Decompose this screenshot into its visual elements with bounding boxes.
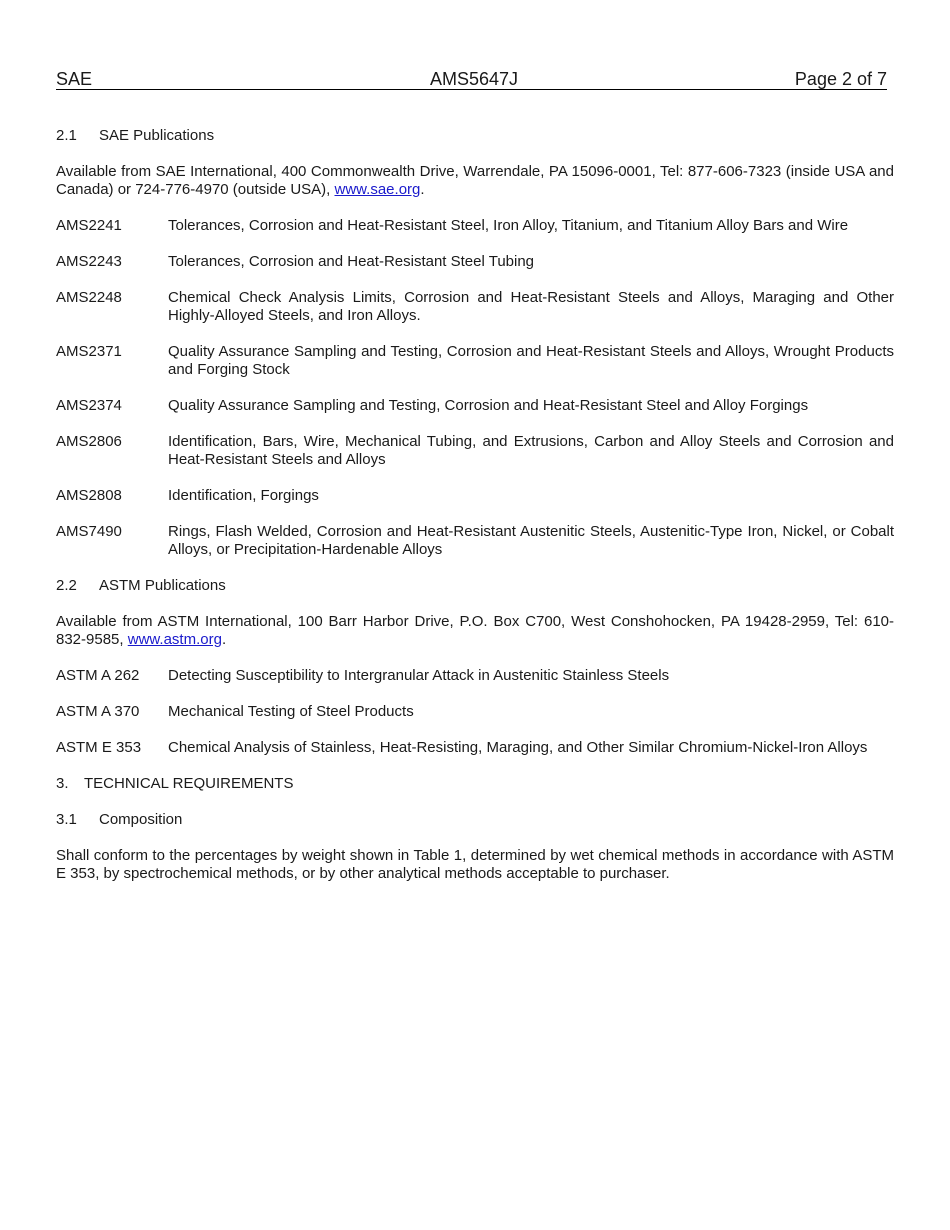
reference-code: AMS7490 xyxy=(56,523,122,540)
reference-title: Mechanical Testing of Steel Products xyxy=(168,703,414,720)
reference-title: Detecting Susceptibility to Intergranular Attack in Austenitic Stainless Steels xyxy=(168,667,670,684)
reference-code: ASTM A 262 xyxy=(56,667,140,684)
reference-code: AMS2241 xyxy=(56,217,122,234)
reference-code: AMS2248 xyxy=(56,289,122,306)
page-header xyxy=(56,69,887,90)
reference-code: AMS2371 xyxy=(56,343,122,360)
reference-item xyxy=(56,703,894,721)
reference-item xyxy=(56,523,894,559)
reference-item xyxy=(56,343,894,379)
section-heading-3-1 xyxy=(56,811,894,829)
reference-code: ASTM E 353 xyxy=(56,739,142,756)
astm-availability-paragraph xyxy=(56,613,894,649)
composition-paragraph: Shall conform to the percentages by weight shown in Table 1, determined by wet chemical methods in accordance with ASTM E 353, by spectrochemical methods, or by other analytical methods acceptable to purchaser. xyxy=(56,847,894,882)
paragraph-text: Available from SAE International, 400 Commonwealth Drive, Warrendale, PA 15096-0001, Tel: 877-606-7323 (inside USA and Canada) or 724-776-4970 (outside USA), xyxy=(56,163,894,198)
reference-code: ASTM A 370 xyxy=(56,703,140,720)
reference-title: Identification, Bars, Wire, Mechanical Tubing, and Extrusions, Carbon and Alloy Steels and Corrosion and Heat-Resistant Steels and Alloys xyxy=(168,433,894,468)
paragraph-text: Available from ASTM International, 100 Barr Harbor Drive, P.O. Box C700, West Conshohocken, PA 19428-2959, Tel: 610-832-9585, xyxy=(56,613,894,648)
reference-title: Tolerances, Corrosion and Heat-Resistant Steel, Iron Alloy, Titanium, and Titanium Alloy Bars and Wire xyxy=(168,217,849,234)
reference-item xyxy=(56,217,894,235)
reference-item xyxy=(56,253,894,271)
header-doc-number: AMS5647J xyxy=(430,69,519,89)
sae-availability-paragraph xyxy=(56,163,894,199)
reference-title: Identification, Forgings xyxy=(168,487,319,504)
section-number: 3.1 xyxy=(56,811,77,828)
reference-title: Rings, Flash Welded, Corrosion and Heat-Resistant Austenitic Steels, Austenitic-Type Iron, Nickel, or Cobalt Alloys, or Precipitation-Hardenable Alloys xyxy=(168,523,894,558)
section-heading-2-2 xyxy=(56,577,894,595)
paragraph-end: . xyxy=(221,631,227,648)
paragraph-end: . xyxy=(420,181,425,198)
reference-title: Chemical Check Analysis Limits, Corrosion and Heat-Resistant Steels and Alloys, Maraging and Other Highly-Alloyed Steels, and Iron Alloys. xyxy=(168,289,894,324)
section-title: ASTM Publications xyxy=(99,577,226,594)
section-title: SAE Publications xyxy=(99,127,215,144)
reference-title: Quality Assurance Sampling and Testing, Corrosion and Heat-Resistant Steels and Alloys, Wrought Products and Forging Stock xyxy=(168,343,894,378)
reference-title: Chemical Analysis of Stainless, Heat-Resisting, Maraging, and Other Similar Chromium-Nickel-Iron Alloys xyxy=(168,739,868,756)
reference-item xyxy=(56,433,894,469)
header-page-number: Page 2 of 7 xyxy=(794,69,887,89)
reference-item xyxy=(56,289,894,325)
reference-title: Quality Assurance Sampling and Testing, Corrosion and Heat-Resistant Steel and Alloy Forgings xyxy=(168,397,809,414)
section-heading-2-1 xyxy=(56,127,894,145)
sae-website-link[interactable]: www.sae.org xyxy=(334,181,421,198)
astm-website-link[interactable]: www.astm.org xyxy=(127,631,222,648)
section-title: Composition xyxy=(99,811,183,828)
reference-code: AMS2374 xyxy=(56,397,122,414)
reference-code: AMS2808 xyxy=(56,487,122,504)
reference-title: Tolerances, Corrosion and Heat-Resistant Steel Tubing xyxy=(168,253,535,270)
reference-item xyxy=(56,397,894,415)
reference-code: AMS2806 xyxy=(56,433,122,450)
section-number: 2.2 xyxy=(56,577,77,594)
section-heading-3 xyxy=(56,775,894,793)
section-number: 3. xyxy=(56,775,69,792)
header-org: SAE xyxy=(56,69,93,89)
reference-code: AMS2243 xyxy=(56,253,122,270)
reference-item xyxy=(56,739,894,757)
section-title: TECHNICAL REQUIREMENTS xyxy=(84,775,294,792)
document-body xyxy=(56,127,894,901)
reference-item xyxy=(56,667,894,685)
section-number: 2.1 xyxy=(56,127,77,144)
reference-item xyxy=(56,487,894,505)
